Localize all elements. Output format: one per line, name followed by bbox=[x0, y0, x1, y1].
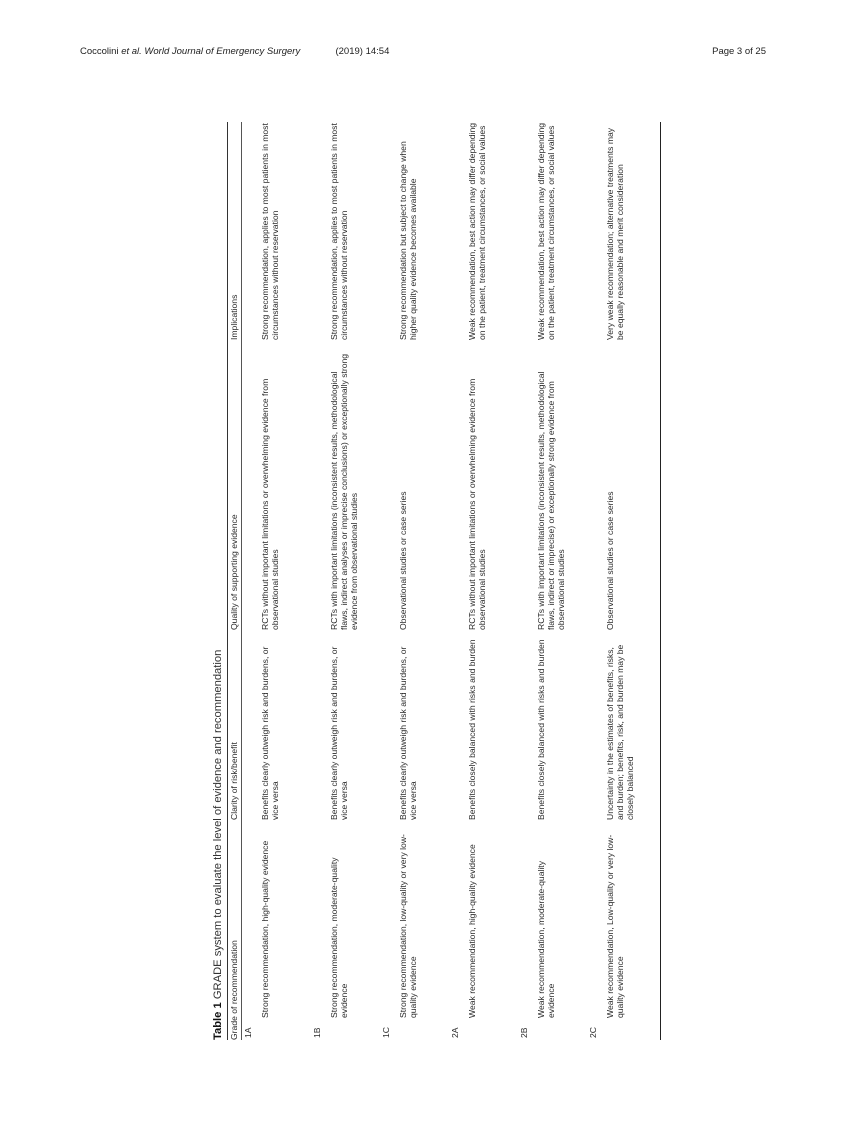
col-header-implications: Implications bbox=[229, 294, 240, 340]
cell-implications: Weak recommendation, best action may differ depending on the patient, treatment circumstances, or social values bbox=[467, 122, 488, 340]
table-caption bbox=[212, 122, 226, 1040]
table-row bbox=[462, 122, 518, 1040]
cell-quality: RCTs with important limitations (inconsistent results, methodological flaws, indirect or imprecise) or exceptionally strong evidence from observational studies bbox=[536, 371, 567, 630]
cell-clarity: Uncertainty in the estimates of benefits, risks, and burden; benefits, risk, and burden may be closely balanced bbox=[605, 644, 636, 820]
cell-quality: RCTs without important limitations or overwhelming evidence from observational studies bbox=[467, 378, 488, 630]
cell-implications: Weak recommendation, best action may differ depending on the patient, treatment circumstances, or social values bbox=[536, 122, 557, 340]
cell-recommendation: Weak recommendation, high-quality evidence bbox=[467, 844, 477, 1018]
cell-implications: Strong recommendation, applies to most patients in most circumstances without reservation bbox=[329, 123, 350, 340]
table-row bbox=[531, 122, 587, 1040]
col-header-clarity: Clarity of risk/benefit bbox=[229, 742, 240, 820]
table-row bbox=[393, 122, 449, 1040]
grade-table bbox=[212, 122, 642, 1040]
grade-label-1a: 1A bbox=[243, 1027, 253, 1038]
cell-implications: Strong recommendation but subject to change when higher quality evidence becomes available bbox=[398, 141, 419, 340]
table-row bbox=[255, 122, 311, 1040]
cell-recommendation: Weak recommendation, Low-quality or very low-quality evidence bbox=[605, 834, 626, 1018]
col-header-grade: Grade of recommendation bbox=[229, 940, 240, 1040]
header-year: (2019) 14:54 bbox=[335, 46, 390, 57]
cell-clarity: Benefits clearly outweigh risk and burdens, or vice versa bbox=[398, 646, 419, 820]
page-number: Page 3 of 25 bbox=[712, 46, 766, 57]
cell-clarity: Benefits clearly outweigh risk and burdens, or vice versa bbox=[329, 646, 350, 820]
running-header bbox=[80, 46, 389, 57]
header-authors: Coccolini bbox=[80, 46, 122, 57]
cell-clarity: Benefits closely balanced with risks and burden bbox=[536, 639, 546, 820]
table-bottom-rule bbox=[660, 122, 661, 1040]
table-row bbox=[324, 122, 380, 1040]
grade-label-1b: 1B bbox=[312, 1027, 322, 1038]
cell-quality: Observational studies or case series bbox=[398, 491, 408, 630]
cell-recommendation: Strong recommendation, moderate-quality evidence bbox=[329, 857, 350, 1018]
cell-quality: Observational studies or case series bbox=[605, 491, 615, 630]
header-etal: et al. bbox=[121, 46, 142, 57]
cell-implications: Strong recommendation, applies to most patients in most circumstances without reservation bbox=[260, 123, 281, 340]
grade-label-2c: 2C bbox=[588, 1027, 598, 1038]
cell-clarity: Benefits clearly outweigh risk and burdens, or vice versa bbox=[260, 646, 281, 820]
grade-label-2b: 2B bbox=[519, 1027, 529, 1038]
table-label: Table 1 bbox=[212, 1002, 224, 1040]
table-header-row bbox=[228, 122, 241, 1040]
cell-recommendation: Strong recommendation, high-quality evidence bbox=[260, 840, 270, 1018]
cell-quality: RCTs without important limitations or overwhelming evidence from observational studies bbox=[260, 378, 281, 630]
grade-label-2a: 2A bbox=[450, 1027, 460, 1038]
col-header-quality: Quality of supporting evidence bbox=[229, 514, 240, 630]
cell-implications: Very weak recommendation; alternative treatments may be equally reasonable and merit consideration bbox=[605, 127, 626, 340]
table-row bbox=[600, 122, 660, 1040]
cell-recommendation: Strong recommendation, low-quality or very low-quality evidence bbox=[398, 834, 419, 1018]
cell-clarity: Benefits closely balanced with risks and burden bbox=[467, 639, 477, 820]
grade-label-1c: 1C bbox=[381, 1027, 391, 1038]
cell-recommendation: Weak recommendation, moderate-quality evidence bbox=[536, 861, 557, 1018]
header-journal: World Journal of Emergency Surgery bbox=[141, 46, 301, 57]
table-caption-text: GRADE system to evaluate the level of evidence and recommendation bbox=[212, 649, 224, 1000]
cell-quality: RCTs with important limitations (inconsistent results, methodological flaws, indirect analyses or imprecise conclusions) or exceptionally strong evidence from observational studies bbox=[329, 353, 360, 630]
